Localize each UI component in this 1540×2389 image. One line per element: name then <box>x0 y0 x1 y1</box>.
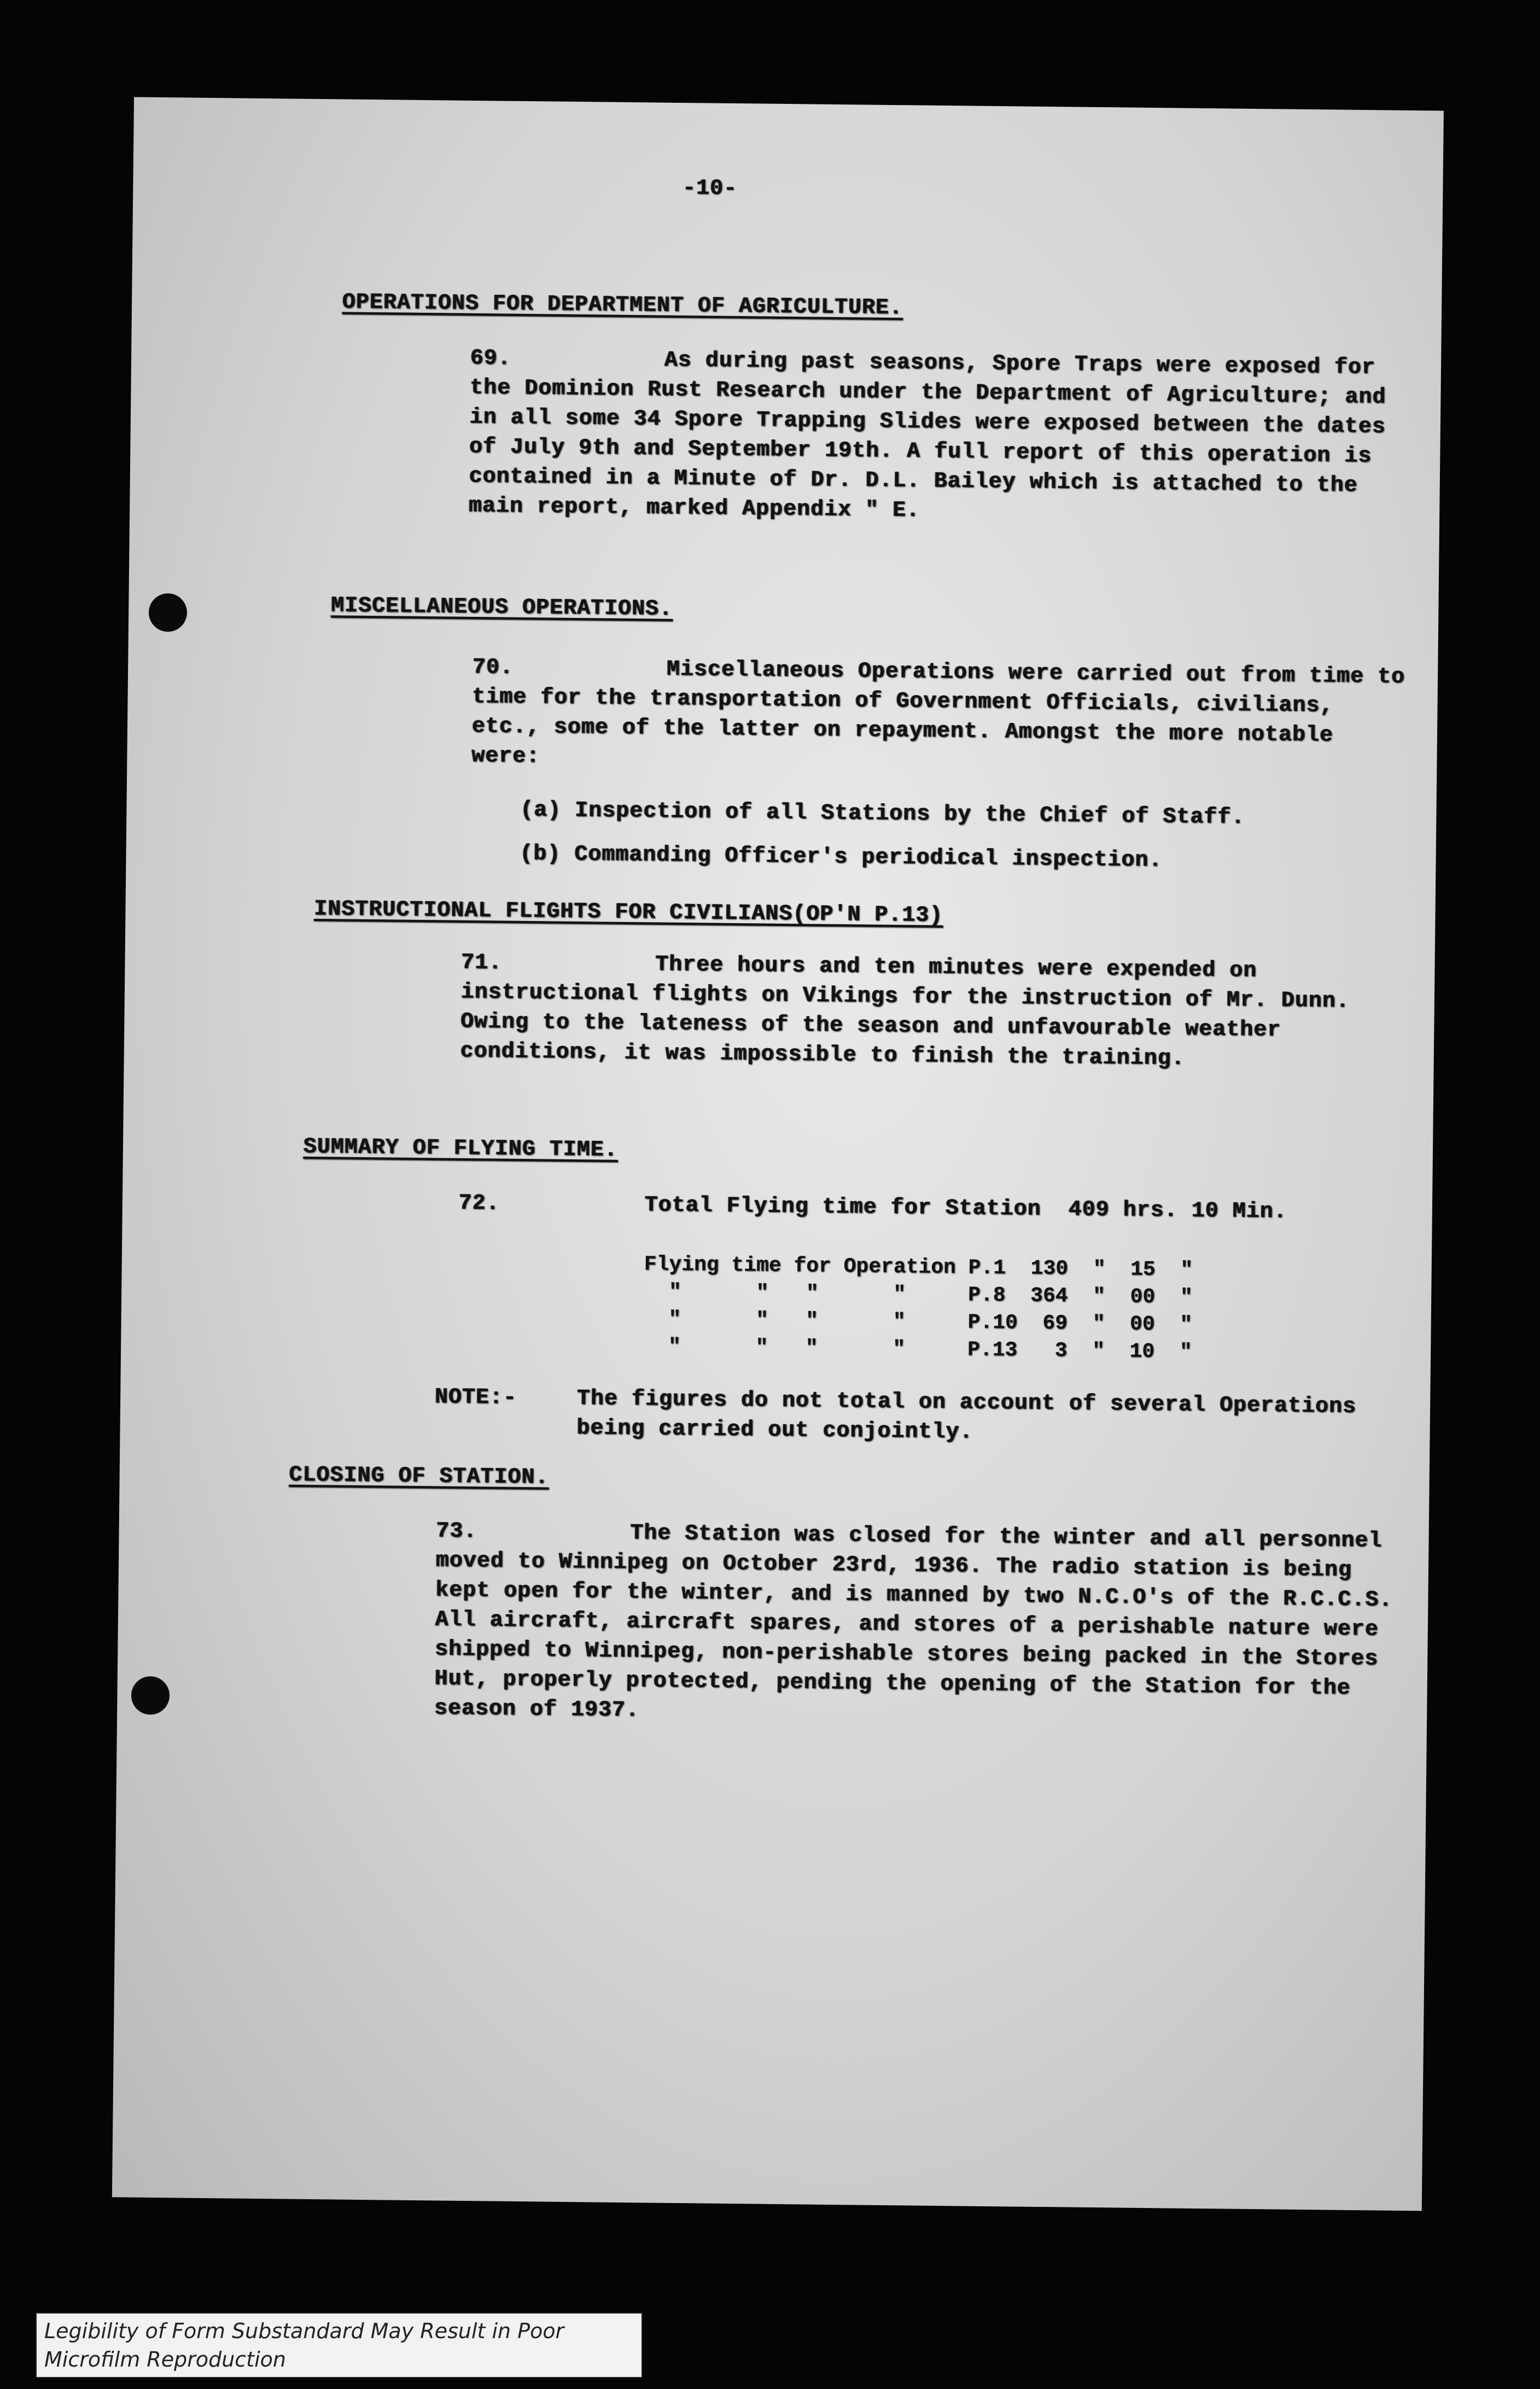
note-label: NOTE:- <box>434 1385 517 1411</box>
paragraph-text: Miscellaneous Operations were carried out from time to time for the transportation of Government Officials, civilians, etc., some of the latter on repayment. Amongst the more notable were: <box>471 657 1405 770</box>
paragraph-71 <box>460 948 1408 1076</box>
document-page <box>112 97 1444 2211</box>
paragraph-number: 73. <box>436 1519 477 1545</box>
total-flying-time: Total Flying time for Station 409 hrs. 10 Min. <box>644 1193 1288 1225</box>
heading-summary: SUMMARY OF FLYING TIME. <box>303 1134 619 1163</box>
paragraph-73 <box>434 1517 1399 1733</box>
list-item-b: (b) Commanding Officer's periodical inspection. <box>520 841 1163 873</box>
heading-agriculture: OPERATIONS FOR DEPARTMENT OF AGRICULTURE. <box>342 290 903 321</box>
paragraph-number: 71. <box>461 950 503 976</box>
note-text: The figures do not total on account of several Operations being carried out conjointly. <box>576 1386 1357 1445</box>
table-row: " " " " P.8 364 " 00 " <box>644 1280 1193 1309</box>
heading-closing: CLOSING OF STATION. <box>289 1462 549 1490</box>
paragraph-70 <box>471 653 1413 781</box>
paragraph-text: Three hours and ten minutes were expended on instructional flights on Vikings for the instruction of Mr. Dunn. Owing to the lateness of the season and unfavourable weather conditions, it was impossible to finish the training. <box>460 952 1350 1071</box>
paragraph-69 <box>469 344 1411 531</box>
binder-hole <box>131 1676 170 1715</box>
table-row: Flying time for Operation P.1 130 " 15 " <box>644 1252 1193 1282</box>
paragraph-text: As during past seasons, Spore Traps were exposed for the Dominion Rust Research under the Department of Agriculture; and in all some 34 Spore Trapping Slides were exposed between the dates of July 9th and September 19th. A full report of this operation is contained in a Minute of Dr. D.L. Bailey which is attached to the main report, marked Appendix " E. <box>469 348 1386 523</box>
table-row: " " " " P.13 3 " 10 " <box>643 1335 1192 1364</box>
list-item-a: (a) Inspection of all Stations by the Chief of Staff. <box>520 797 1245 830</box>
binder-hole <box>149 593 187 632</box>
paragraph-text: The Station was closed for the winter and all personnel moved to Winnipeg on October 23rd, 1936. The radio station is being kept open for the winter, and is manned by two N.C.O's of the R.C.C.S. All aircraft, aircraft spares, and stores of a perishable nature were shipped to Winnipeg, non-perishable stores being packed in the Stores Hut, properly protected, pending the opening of the Station for the season of 1937. <box>434 1521 1393 1723</box>
page-number: -10- <box>682 176 738 202</box>
paragraph-number: 69. <box>470 346 512 371</box>
heading-instructional: INSTRUCTIONAL FLIGHTS FOR CIVILIANS(OP'N P.13) <box>314 896 943 929</box>
legibility-note: Legibility of Form Substandard May Result in Poor Microfilm Reproduction <box>36 2312 643 2378</box>
paragraph-number-72: 72. <box>458 1191 500 1216</box>
table-row: " " " " P.10 69 " 00 " <box>643 1307 1193 1337</box>
paragraph-number: 70. <box>472 655 514 680</box>
heading-miscellaneous: MISCELLANEOUS OPERATIONS. <box>331 593 673 622</box>
